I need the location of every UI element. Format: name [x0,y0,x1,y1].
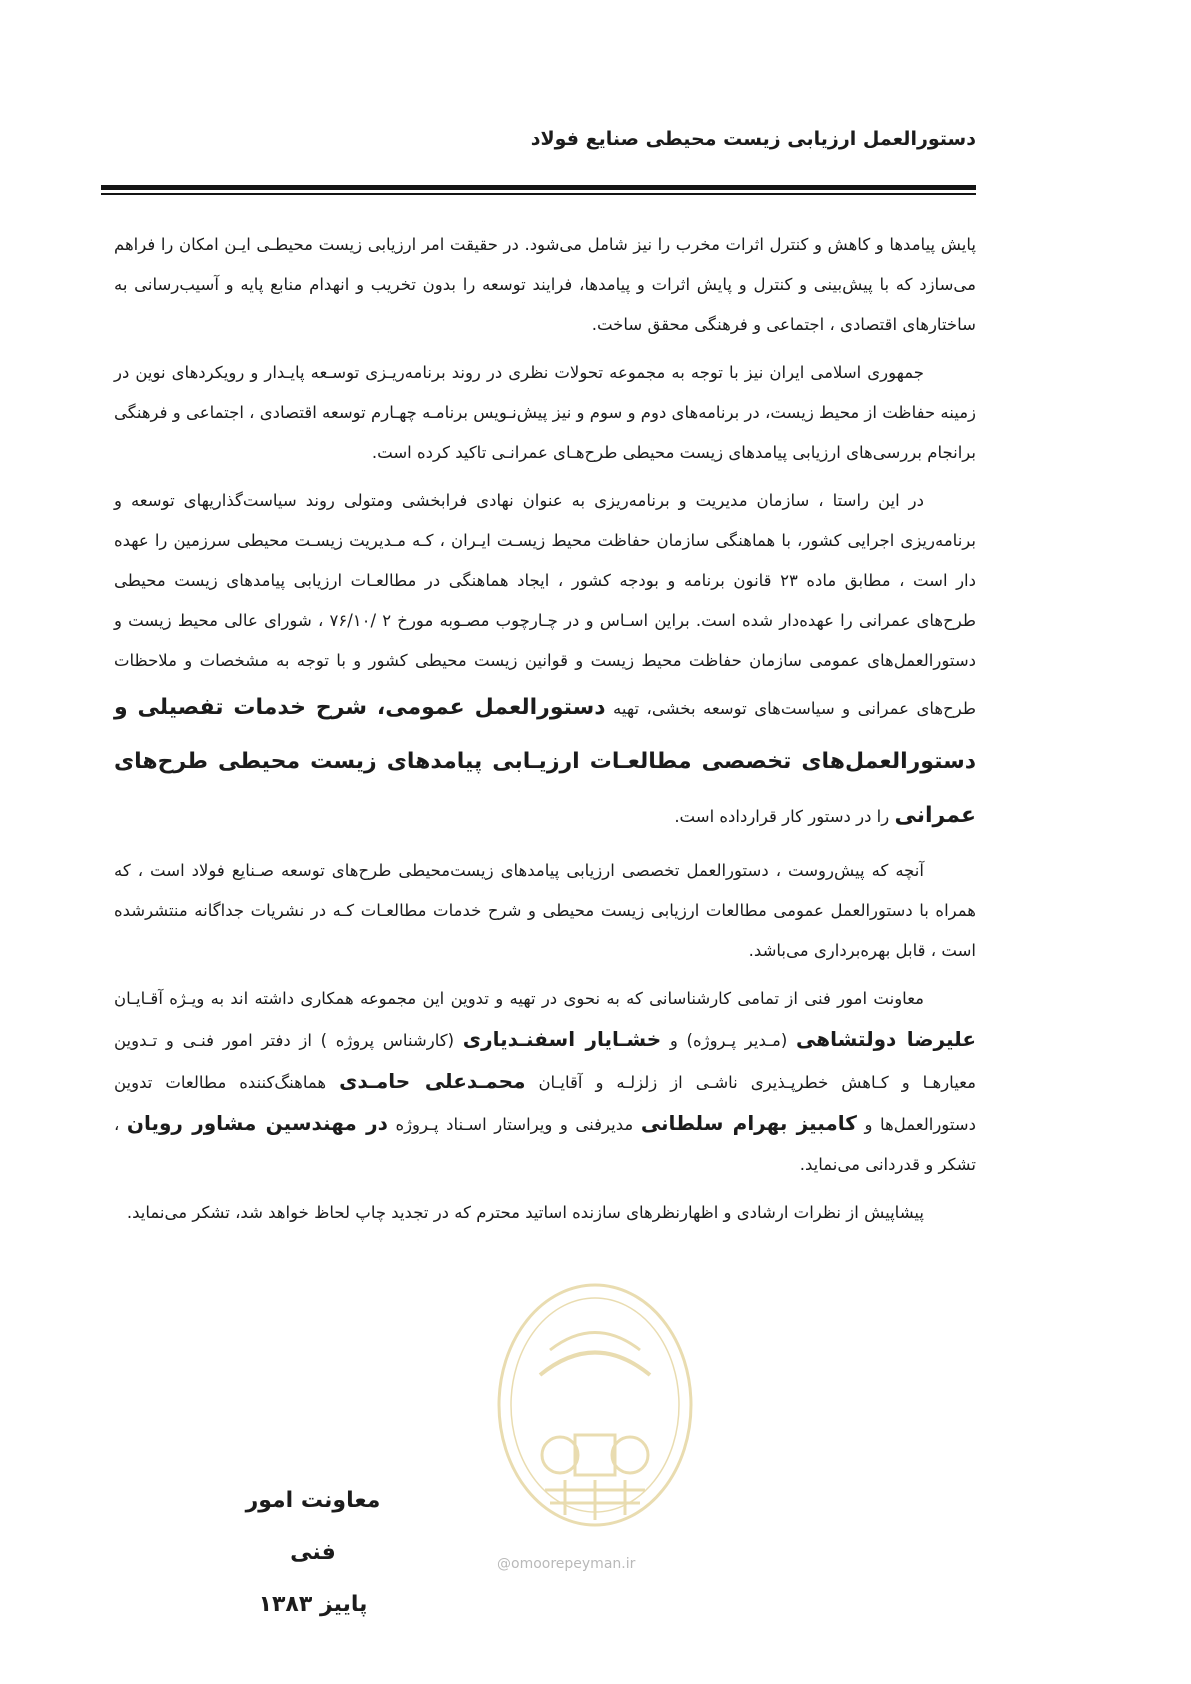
paragraph-3-tail: را در دستور کار قرارداده است. [674,807,895,826]
paragraph-6: پیشاپیش از نظرات ارشادی و اظهارنظرهای سازنده اساتید محترم که در تجدید چاپ لحاظ خواهد شد، تشکر می‌نماید. [126,1203,924,1222]
omoor-peyman-seal-icon [490,1275,700,1535]
header-double-rule [101,185,976,195]
paragraph-5-part-b: (مـدیر پـروژه) و [661,1031,796,1050]
paragraph-3-text: در این راستا ، سازمان مدیریت و برنامه‌ریزی به عنوان نهادی فرابخشی ومتولی روند سیاست‌گذاریهای توسعه و برنامه‌ریزی اجرایی کشور، با هماهنگی سازمان حفاظت محیط زیسـت ایـران ، کـه مـدیریت زیسـت محیطی سرزمین را عهده دار است ، مطابق ماده ۲۳ قانون برنامه و بودجه کشور ، ایجاد هماهنگی در مطالعـات ارزیابی پیامدهای زیست محیطی طرح‌های عمرانی را عهده‌دار شده است. براین اسـاس و در چـارچوب مصـوبه مورخ ۲ /۷۶/۱۰ ، شورای عالی محیط زیست و دستورالعمل‌های عمومی سازمان حفاظت محیط زیست و قوانین زیست محیطی کشور و با توجه به مشخصات و ملاحظات طرح‌های عمرانی و سیاست‌های توسعه بخشی، تهیه [114,491,977,718]
paragraph-5-part-a: معاونت امور فنی از تمامی کارشناسانی که به نحوی در تهیه و تدوین این مجموعه همکاری داشته اند به ویـژه آقـایـان [114,989,924,1008]
body-text [114,225,976,1241]
paragraph-3-bold-title: دستورالعمل عمومی، شرح خدمات تفصیلی و دستورالعمل‌های تخصصی مطالعـات ارزیـابی پیامدهای زیست محیطی طرح‌های عمرانی [114,695,976,828]
paragraph-2: جمهوری اسلامی ایران نیز با توجه به مجموعه تحولات نظری در روند برنامه‌ریـزی توسـعه پایـدار و رویکردهای نوین در زمینه حفاظت از محیط زیست، در برنامه‌های دوم و سوم و نیز پیش‌نـویس برنامـه چهـارم توسعه اقتصادی ، اجتماعی و فرهنگی برانجام بررسی‌های ارزیابی پیامدهای زیست محیطی طرح‌هـای عمرانـی تاکید کرده است. [114,363,976,462]
paragraph-3 [114,481,976,843]
paragraph-5-part-f: ، تشکر و قدردانی می‌نماید. [114,1115,976,1174]
header-rule-thin [101,193,976,195]
name-kambiz-bahram-soltani: کامبیز بهرام سلطانی [640,1111,857,1135]
paragraph-5-part-c: (کارشناس پروژه ) از دفتر امور فنـی و تـدوین معیارهـا و کـاهش خطرپـذیری ناشـی از زلزلـه و آقایـان [114,1031,976,1092]
name-khashayar-esfandiari: خشـایار اسفنـدیاری [462,1027,662,1051]
signature-block [228,1475,398,1631]
running-header-title: دستورالعمل ارزیابی زیست محیطی صنایع فولاد [530,128,976,150]
name-alireza-dolatshahi: علیرضا دولتشاهی [795,1027,976,1051]
paragraph-4: آنچه که پیش‌روست ، دستورالعمل تخصصی ارزیابی پیامدهای زیست‌محیطی طرح‌های توسعه صـنایع فولاد است ، که همراه با دستورالعمل عمومی مطالعات ارزیابی زیست محیطی و شرح خدمات مطالعـات کـه در نشریات جداگانه منتشرشده است ، قابل بهره‌برداری می‌باشد. [114,861,976,960]
name-mohammadali-hamedi: محمـدعلی حامـدی [339,1069,526,1093]
signature-office: معاونت امور فنی [245,1488,381,1565]
paragraph-1: پایش پیامدها و کاهش و کنترل اثرات مخرب را نیز شامل می‌شود. در حقیقت امر ارزیابی زیست محیطـی ایـن امکان را فراهم می‌سازد که با پیش‌بینی و کنترل و پایش اثرات و پیامدها، فرایند توسعه را بدون تخریب و انهدام منابع پایه و آسیب‌رسانی به ساختارهای اقتصادی ، اجتماعی و فرهنگی محقق ساخت. [114,235,976,334]
paragraph-5 [114,979,976,1185]
name-rooyan-consultants: در مهندسین مشاور رویان [126,1111,388,1135]
paragraph-5-part-d: هماهنگ‌کننده مطالعات تدوین دستورالعمل‌ها و [114,1073,976,1134]
signature-date: پاییز ۱۳۸۳ [258,1592,368,1617]
paragraph-5-part-e: مدیرفنی و ویراستار اسـناد پـروژه [387,1115,641,1134]
watermark-url: @omoorepeyman.ir [497,1556,636,1572]
